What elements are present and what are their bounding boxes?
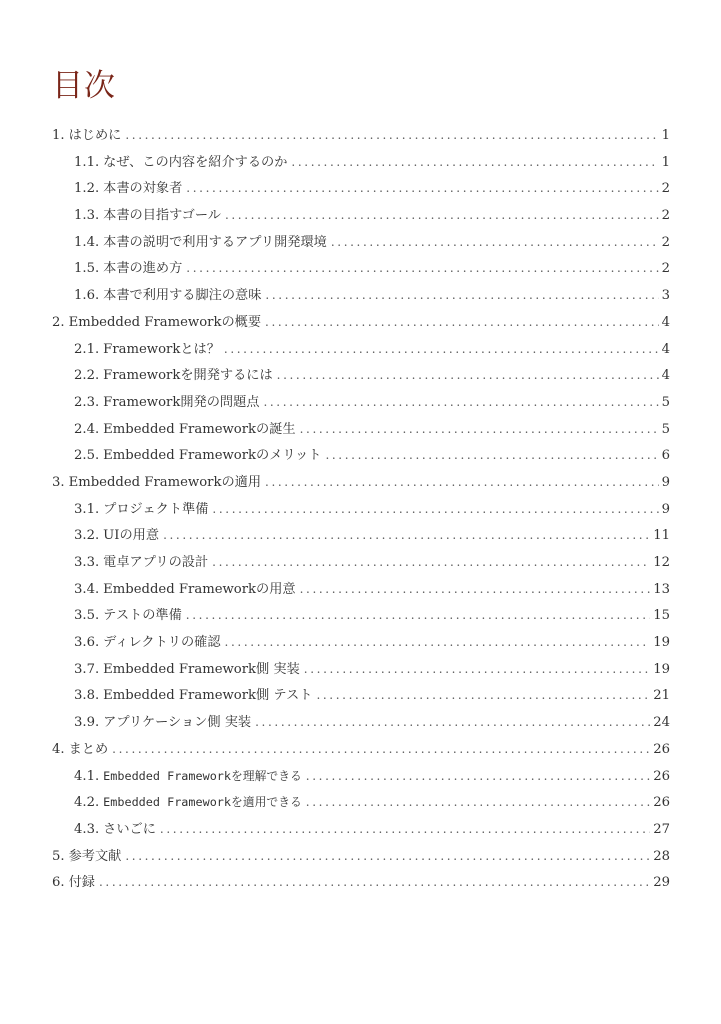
dot-leader xyxy=(125,122,658,149)
dot-leader xyxy=(265,469,659,496)
entry-page-number: 9 xyxy=(661,474,670,490)
toc-entry[interactable] xyxy=(52,522,670,549)
entry-page-number: 5 xyxy=(661,394,670,410)
toc-entry[interactable] xyxy=(52,389,670,416)
toc-entry[interactable] xyxy=(52,442,670,469)
entry-number: 1.6. xyxy=(74,288,100,304)
entry-page-number: 4 xyxy=(661,314,670,330)
entry-label: テストの準備 xyxy=(103,608,182,624)
toc-entry[interactable] xyxy=(52,816,670,843)
entry-label: はじめに xyxy=(68,128,122,143)
entry-number: 1.5. xyxy=(74,261,100,277)
entry-number: 1.1. xyxy=(74,154,100,170)
entry-label: なぜ、この内容を紹介するのか xyxy=(103,154,288,170)
dot-leader xyxy=(291,149,658,176)
toc-entry[interactable] xyxy=(52,229,670,256)
entry-number: 4.2. xyxy=(74,795,100,811)
toc-entry[interactable] xyxy=(52,309,670,336)
entry-label: 本書の説明で利用するアプリ開発環境 xyxy=(103,234,327,250)
toc-entry[interactable] xyxy=(52,602,670,629)
entry-page-number: 4 xyxy=(661,368,670,384)
entry-number: 3.9. xyxy=(74,715,100,731)
entry-number: 1.4. xyxy=(74,234,100,250)
dot-leader xyxy=(304,656,650,683)
entry-number: 4.3. xyxy=(74,821,100,837)
entry-label: アプリケーション側 実装 xyxy=(103,715,252,731)
dot-leader xyxy=(125,843,650,870)
toc-page xyxy=(52,62,670,891)
entry-label: まとめ xyxy=(68,741,109,757)
toc-entry[interactable] xyxy=(52,122,670,149)
entry-label: 参考文献 xyxy=(68,848,122,864)
toc-entry[interactable] xyxy=(52,629,670,656)
entry-page-number: 19 xyxy=(653,635,670,651)
entry-label: Frameworkを開発するには xyxy=(103,368,273,384)
toc-entry[interactable] xyxy=(52,736,670,763)
dot-leader xyxy=(186,255,658,282)
entry-page-number: 2 xyxy=(661,261,670,277)
entry-page-number: 13 xyxy=(653,581,670,597)
toc-entry[interactable] xyxy=(52,416,670,443)
entry-page-number: 26 xyxy=(653,795,670,811)
entry-label: Embedded Framework側 テスト xyxy=(103,688,313,704)
entry-page-number: 11 xyxy=(653,528,670,544)
dot-leader xyxy=(265,282,658,309)
entry-label: ディレクトリの確認 xyxy=(103,635,221,651)
dot-leader xyxy=(255,709,650,736)
toc-entry[interactable] xyxy=(52,469,670,496)
dot-leader xyxy=(212,496,658,523)
dot-leader xyxy=(99,869,650,896)
entry-page-number: 26 xyxy=(653,768,670,784)
dot-leader xyxy=(263,389,658,416)
entry-label: Framework開発の問題点 xyxy=(103,394,260,410)
entry-label: UIの用意 xyxy=(103,528,160,544)
entry-page-number: 5 xyxy=(661,421,670,437)
entry-page-number: 15 xyxy=(653,608,670,624)
toc-entry[interactable] xyxy=(52,496,670,523)
entry-page-number: 26 xyxy=(653,741,670,757)
entry-label: Embedded Framework側 実装 xyxy=(103,661,300,677)
entry-number: 3. xyxy=(52,474,65,490)
toc-entry[interactable] xyxy=(52,175,670,202)
dot-leader xyxy=(325,442,658,469)
dot-leader xyxy=(300,576,651,603)
dot-leader xyxy=(316,682,650,709)
entry-number: 3.2. xyxy=(74,528,100,544)
entry-number: 5. xyxy=(52,848,65,864)
entry-page-number: 1 xyxy=(661,128,670,143)
entry-label: 付録 xyxy=(68,875,95,891)
entry-label: プロジェクト準備 xyxy=(103,501,209,517)
entry-page-number: 6 xyxy=(661,448,670,464)
toc-entry[interactable] xyxy=(52,763,670,790)
dot-leader xyxy=(306,789,650,816)
toc-entry[interactable] xyxy=(52,549,670,576)
entry-page-number: 4 xyxy=(661,341,670,357)
entry-number: 1. xyxy=(52,128,65,143)
toc-entry[interactable] xyxy=(52,709,670,736)
toc-entry[interactable] xyxy=(52,149,670,176)
entry-page-number: 2 xyxy=(661,181,670,197)
entry-label: Embedded Frameworkの用意 xyxy=(103,581,296,597)
entry-label: Embedded Frameworkを適用できる xyxy=(103,795,302,810)
entry-label: 本書の対象者 xyxy=(103,181,183,197)
entry-label: Embedded Frameworkの誕生 xyxy=(103,421,296,437)
entry-number: 3.5. xyxy=(74,608,100,624)
toc-entry[interactable] xyxy=(52,843,670,870)
entry-label: Embedded Frameworkの概要 xyxy=(68,314,262,330)
entry-label: Embedded Frameworkの適用 xyxy=(68,474,262,490)
entry-number: 1.2. xyxy=(74,181,100,197)
toc-entry[interactable] xyxy=(52,336,670,363)
entry-number: 2. xyxy=(52,314,65,330)
entry-label: 本書で利用する脚注の意味 xyxy=(103,288,262,304)
toc-entry[interactable] xyxy=(52,869,670,896)
dot-leader xyxy=(306,763,650,790)
entry-number: 2.2. xyxy=(74,368,100,384)
entry-page-number: 19 xyxy=(653,661,670,677)
entry-page-number: 29 xyxy=(653,875,670,891)
dot-leader xyxy=(112,736,650,763)
entry-number: 3.1. xyxy=(74,501,100,517)
entry-number: 3.6. xyxy=(74,635,100,651)
entry-page-number: 21 xyxy=(653,688,670,704)
entry-page-number: 27 xyxy=(653,821,670,837)
dot-leader xyxy=(225,629,651,656)
toc-entry[interactable] xyxy=(52,202,670,229)
entry-page-number: 2 xyxy=(661,234,670,250)
entry-page-number: 1 xyxy=(661,154,670,170)
dot-leader xyxy=(224,336,659,363)
dot-leader xyxy=(186,602,650,629)
toc-entry[interactable] xyxy=(52,789,670,816)
entry-number: 3.3. xyxy=(74,555,100,570)
entry-number: 3.7. xyxy=(74,661,100,677)
entry-page-number: 3 xyxy=(661,288,670,304)
entry-page-number: 12 xyxy=(653,555,670,570)
entry-page-number: 24 xyxy=(653,715,670,731)
entry-number: 2.4. xyxy=(74,421,100,437)
dot-leader xyxy=(160,816,650,843)
toc-title: 目次 xyxy=(52,68,116,104)
entry-label: さいごに xyxy=(103,821,156,837)
toc-entry[interactable] xyxy=(52,656,670,683)
dot-leader xyxy=(225,202,659,229)
entry-label: 電卓アプリの設計 xyxy=(103,555,209,570)
entry-page-number: 2 xyxy=(661,208,670,224)
toc-entry[interactable] xyxy=(52,576,670,603)
dot-leader xyxy=(265,309,659,336)
dot-leader xyxy=(163,522,650,549)
entry-number: 2.3. xyxy=(74,394,100,410)
dot-leader xyxy=(300,416,659,443)
entry-number: 6. xyxy=(52,875,65,891)
entry-number: 4.1. xyxy=(74,768,100,784)
entry-number: 4. xyxy=(52,741,65,757)
toc-entry[interactable] xyxy=(52,682,670,709)
dot-leader xyxy=(186,175,658,202)
entry-number: 2.1. xyxy=(74,341,100,357)
entry-label: Embedded Frameworkのメリット xyxy=(103,448,322,464)
entry-page-number: 9 xyxy=(661,501,670,517)
entry-number: 3.8. xyxy=(74,688,100,704)
entry-number: 3.4. xyxy=(74,581,100,597)
dot-leader xyxy=(331,229,659,256)
entry-label: Frameworkとは？ xyxy=(103,341,220,357)
toc-list xyxy=(52,122,670,896)
entry-page-number: 28 xyxy=(653,848,670,864)
entry-label: 本書の目指すゴール xyxy=(103,208,221,224)
toc-entry[interactable] xyxy=(52,362,670,389)
dot-leader xyxy=(212,549,650,576)
dot-leader xyxy=(277,362,659,389)
entry-label: 本書の進め方 xyxy=(103,261,183,277)
toc-entry[interactable] xyxy=(52,255,670,282)
entry-label: Embedded Frameworkを理解できる xyxy=(103,768,302,783)
entry-number: 2.5. xyxy=(74,448,100,464)
entry-number: 1.3. xyxy=(74,208,100,224)
toc-entry[interactable] xyxy=(52,282,670,309)
